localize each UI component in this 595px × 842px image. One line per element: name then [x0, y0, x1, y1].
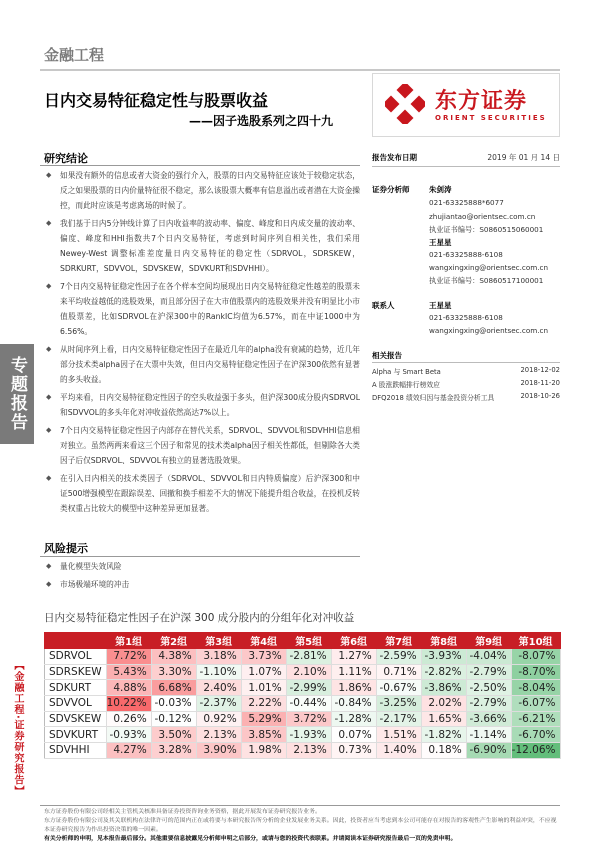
contact-email[interactable]: wangxingxing@orientsec.com.cn — [429, 326, 549, 335]
row-label: SDRSKEW — [45, 664, 107, 680]
value-cell: -12.06% — [511, 743, 560, 759]
value-cell: 0.07% — [331, 727, 376, 743]
value-cell: -6.21% — [511, 711, 560, 727]
side-vertical-label: 【金融工程·证券研究报告】 — [12, 660, 23, 797]
value-cell: 3.30% — [151, 664, 196, 680]
value-cell: -6.07% — [511, 696, 560, 712]
value-cell: 2.22% — [241, 696, 286, 712]
value-cell: 3.72% — [286, 711, 331, 727]
value-cell: 10.22% — [106, 696, 151, 712]
date-value: 2019 年 01 月 14 日 — [487, 153, 560, 162]
value-cell: 1.98% — [241, 743, 286, 759]
related-report-date: 2018-10-26 — [520, 392, 560, 400]
value-cell: 1.86% — [331, 680, 376, 696]
related-report-title[interactable]: DFQ2018 绩效归因与基金投资分析工具 — [372, 394, 495, 402]
section-title-risk: 风险提示 — [44, 542, 88, 555]
value-cell: 3.18% — [196, 649, 241, 665]
value-cell: 2.13% — [286, 743, 331, 759]
value-cell: 3.73% — [241, 649, 286, 665]
column-header: 第6组 — [331, 633, 376, 649]
table-corner-cell — [45, 633, 107, 649]
value-cell: 1.40% — [376, 743, 421, 759]
value-cell: 0.71% — [376, 664, 421, 680]
column-header: 第9组 — [466, 633, 511, 649]
table-row — [45, 743, 561, 759]
analyst-license: 执业证书编号：S0860515060001 — [429, 225, 544, 234]
risk-point: ◆ 量化模型失效风险 — [44, 559, 360, 574]
column-header: 第10组 — [511, 633, 560, 649]
value-cell: 4.38% — [151, 649, 196, 665]
sidebar-divider — [372, 362, 560, 363]
research-point: ◆ 7个日内交易特征稳定性因子内部存在替代关系，SDRVOL、SDVVOL和SDVHHI信息相对独立。虽然两两来看这三个因子和常见的技术类alpha因子相关性都低，但剔除各大类因子后仅SDRVOL、SDVVOL有独立的显著选股效果。 — [44, 423, 360, 468]
row-label: SDKURT — [45, 680, 107, 696]
row-label: SDRVOL — [45, 649, 107, 665]
value-cell: -4.04% — [466, 649, 511, 665]
value-cell: 2.13% — [196, 727, 241, 743]
row-label: SDVHHI — [45, 743, 107, 759]
table-row — [45, 664, 561, 680]
value-cell: -2.99% — [286, 680, 331, 696]
value-cell: -0.93% — [106, 727, 151, 743]
value-cell: -3.93% — [421, 649, 466, 665]
value-cell: 1.51% — [376, 727, 421, 743]
value-cell: -1.82% — [421, 727, 466, 743]
related-label: 相关报告 — [372, 351, 402, 360]
value-cell: 1.01% — [241, 680, 286, 696]
value-cell: 2.02% — [421, 696, 466, 712]
value-cell: -8.07% — [511, 649, 560, 665]
value-cell: -0.03% — [151, 696, 196, 712]
column-header: 第4组 — [241, 633, 286, 649]
column-header: 第1组 — [106, 633, 151, 649]
value-cell: 1.11% — [331, 664, 376, 680]
research-point: ◆ 我们基于日内5分钟线计算了日内收益率的波动率、偏度、峰度和日内成交量的波动率、偏度、峰度和HHI指数共7个日内交易特征，考虑到时间序列自相关性，我们采用 Newey-West 调整标准差度量日内交易特征的稳定性（SDRVOL，SDRSKEW，SDRKURT，SDVVOL，SDVSKEW，SDVKURT和SDVHHI）。 — [44, 216, 360, 276]
report-title: 日内交易特征稳定性与股票收益 — [44, 91, 269, 110]
row-label: SDVSKEW — [45, 711, 107, 727]
value-cell: -2.59% — [376, 649, 421, 665]
company-logo — [372, 73, 560, 137]
logo-cn-text: 东方证券 — [435, 89, 528, 114]
returns-heatmap-table — [44, 632, 561, 759]
research-point: ◆ 从时间序列上看，日内交易特征稳定性因子在最近几年的alpha没有衰减的趋势，近几年部分技术类alpha因子在大票中失效，但日内交易特征稳定性因子在沪深300依然有显著的多头收益。 — [44, 342, 360, 387]
related-report-date: 2018-11-20 — [520, 379, 560, 387]
value-cell: 0.18% — [421, 743, 466, 759]
footer-line: 东方证券股份有限公司及其关联机构在法律许可的范围内正在或将要与本研究报告所分析的企业发展业务关系。因此，投资者应当考虑到本公司可能存在对报告的客观性产生影响的利益冲突，不应视本证券研究报告为作出投资决策的唯一因素。 — [44, 818, 557, 833]
footer-line-bold: 有关分析师的申明，见本报告最后部分。其他重要信息披露见分析师申明之后部分，或请与您的投资代表联系。并请阅读本证券研究报告最后一页的免责申明。 — [44, 836, 457, 842]
value-cell: 0.73% — [331, 743, 376, 759]
value-cell: -0.67% — [376, 680, 421, 696]
section-title-research: 研究结论 — [44, 152, 88, 165]
value-cell: 5.29% — [241, 711, 286, 727]
row-label: SDVVOL — [45, 696, 107, 712]
value-cell: 2.10% — [286, 664, 331, 680]
value-cell: -0.12% — [151, 711, 196, 727]
risk-list — [44, 559, 360, 595]
date-label: 报告发布日期 — [372, 153, 417, 162]
value-cell: -1.14% — [466, 727, 511, 743]
risk-point: ◆ 市场极端环境的冲击 — [44, 577, 360, 592]
analyst-phone: 021-63325888*6077 — [429, 198, 504, 207]
value-cell: 5.43% — [106, 664, 151, 680]
sidebar-divider — [372, 166, 560, 167]
column-header: 第7组 — [376, 633, 421, 649]
value-cell: -6.70% — [511, 727, 560, 743]
footer-line: 东方证券股份有限公司经相关主管机关核准具备证券投资咨询业务资格，据此开展发布证券研究报告业务。 — [44, 809, 321, 815]
analyst-name: 朱剑涛 — [429, 185, 452, 194]
section-divider — [40, 556, 360, 557]
column-header: 第3组 — [196, 633, 241, 649]
value-cell: -1.28% — [331, 711, 376, 727]
row-label: SDVKURT — [45, 727, 107, 743]
value-cell: 3.50% — [151, 727, 196, 743]
table-row — [45, 696, 561, 712]
contact-label: 联系人 — [372, 301, 395, 310]
value-cell: -2.82% — [421, 664, 466, 680]
logo-mark-icon — [385, 84, 425, 124]
value-cell: 1.27% — [331, 649, 376, 665]
value-cell: 1.07% — [241, 664, 286, 680]
side-tab-label: 专题报告 — [0, 344, 34, 444]
value-cell: 3.85% — [241, 727, 286, 743]
research-point: ◆ 如果没有额外的信息或者大资金的强行介入，股票的日内交易特征应该处于较稳定状态，反之如果股票的日内价量特征很不稳定，那么该股票大概率有信息溢出或者潜在大资金操控，而此时应该是考虑离场的时候了。 — [44, 168, 360, 213]
value-cell: -8.70% — [511, 664, 560, 680]
column-header: 第2组 — [151, 633, 196, 649]
analyst-phone: 021-63325888-6108 — [429, 250, 503, 259]
table-row — [45, 727, 561, 743]
value-cell: -2.50% — [466, 680, 511, 696]
contact-name: 王星星 — [429, 301, 452, 310]
section-divider — [40, 165, 360, 166]
value-cell: -2.79% — [466, 664, 511, 680]
column-header: 第5组 — [286, 633, 331, 649]
contact-phone: 021-63325888-6108 — [429, 313, 503, 322]
value-cell: 3.90% — [196, 743, 241, 759]
value-cell: -1.93% — [286, 727, 331, 743]
research-point: ◆ 平均来看，日内交易特征稳定性因子的空头收益强于多头，但沪深300成分股内SDRVOL和SDVVOL的多头年化对冲收益依然高达7%以上。 — [44, 390, 360, 420]
analyst-label: 证券分析师 — [372, 185, 410, 194]
related-report-date: 2018-12-02 — [520, 366, 560, 374]
value-cell: 4.27% — [106, 743, 151, 759]
value-cell: -1.10% — [196, 664, 241, 680]
column-header: 第8组 — [421, 633, 466, 649]
logo-en-text: ORIENT SECURITIES — [435, 114, 547, 122]
table-row — [45, 711, 561, 727]
value-cell: -6.90% — [466, 743, 511, 759]
analyst-name: 王星星 — [429, 238, 452, 247]
value-cell: 1.65% — [421, 711, 466, 727]
header-divider — [40, 69, 560, 71]
value-cell: -2.37% — [196, 696, 241, 712]
value-cell: 0.92% — [196, 711, 241, 727]
value-cell: 2.40% — [196, 680, 241, 696]
value-cell: 4.88% — [106, 680, 151, 696]
value-cell: -3.86% — [421, 680, 466, 696]
value-cell: -0.84% — [331, 696, 376, 712]
analyst-license: 执业证书编号：S0860517100001 — [429, 276, 544, 285]
value-cell: 7.72% — [106, 649, 151, 665]
analyst-email[interactable]: zhujiantao@orientsec.com.cn — [429, 212, 536, 221]
value-cell: 6.68% — [151, 680, 196, 696]
value-cell: -8.04% — [511, 680, 560, 696]
table-row — [45, 680, 561, 696]
value-cell: 0.26% — [106, 711, 151, 727]
analyst-email[interactable]: wangxingxing@orientsec.com.cn — [429, 263, 549, 272]
table-row — [45, 649, 561, 665]
value-cell: 3.28% — [151, 743, 196, 759]
value-cell: -2.17% — [376, 711, 421, 727]
value-cell: -3.66% — [466, 711, 511, 727]
footer-divider — [40, 805, 560, 806]
research-point: ◆ 在引入日内相关的技术类因子（SDRVOL、SDVVOL和日内特质偏度）后沪深300和中证500增强模型在跟踪误差、回撤和换手相差不大的情况下能提升组合收益，在投机反转类权重占比较大的模型中这种差异更加显著。 — [44, 471, 360, 516]
value-cell: -2.79% — [466, 696, 511, 712]
report-category: 金融工程 — [44, 46, 105, 64]
value-cell: -3.25% — [376, 696, 421, 712]
value-cell: -0.44% — [286, 696, 331, 712]
table-title: 日内交易特征稳定性因子在沪深 300 成分股内的分组年化对冲收益 — [44, 612, 355, 624]
report-subtitle: ——因子选股系列之四十九 — [188, 114, 333, 128]
research-point: ◆ 7个日内交易特征稳定性因子在各个样本空间均展现出日内交易特征稳定性越差的股票未来平均收益越低的选股效果，而且部分因子在大市值股票内的选股效果并没有明显比小市值股票差，比如SDRVOL在沪深300中的RankIC均值为6.57%，而在中证1000中为6.56%。 — [44, 279, 360, 339]
related-report-title[interactable]: Alpha 与 Smart Beta — [372, 368, 441, 376]
value-cell: -2.81% — [286, 649, 331, 665]
research-list — [44, 168, 360, 519]
related-report-title[interactable]: A 股涨跌幅排行榜效应 — [372, 381, 440, 389]
